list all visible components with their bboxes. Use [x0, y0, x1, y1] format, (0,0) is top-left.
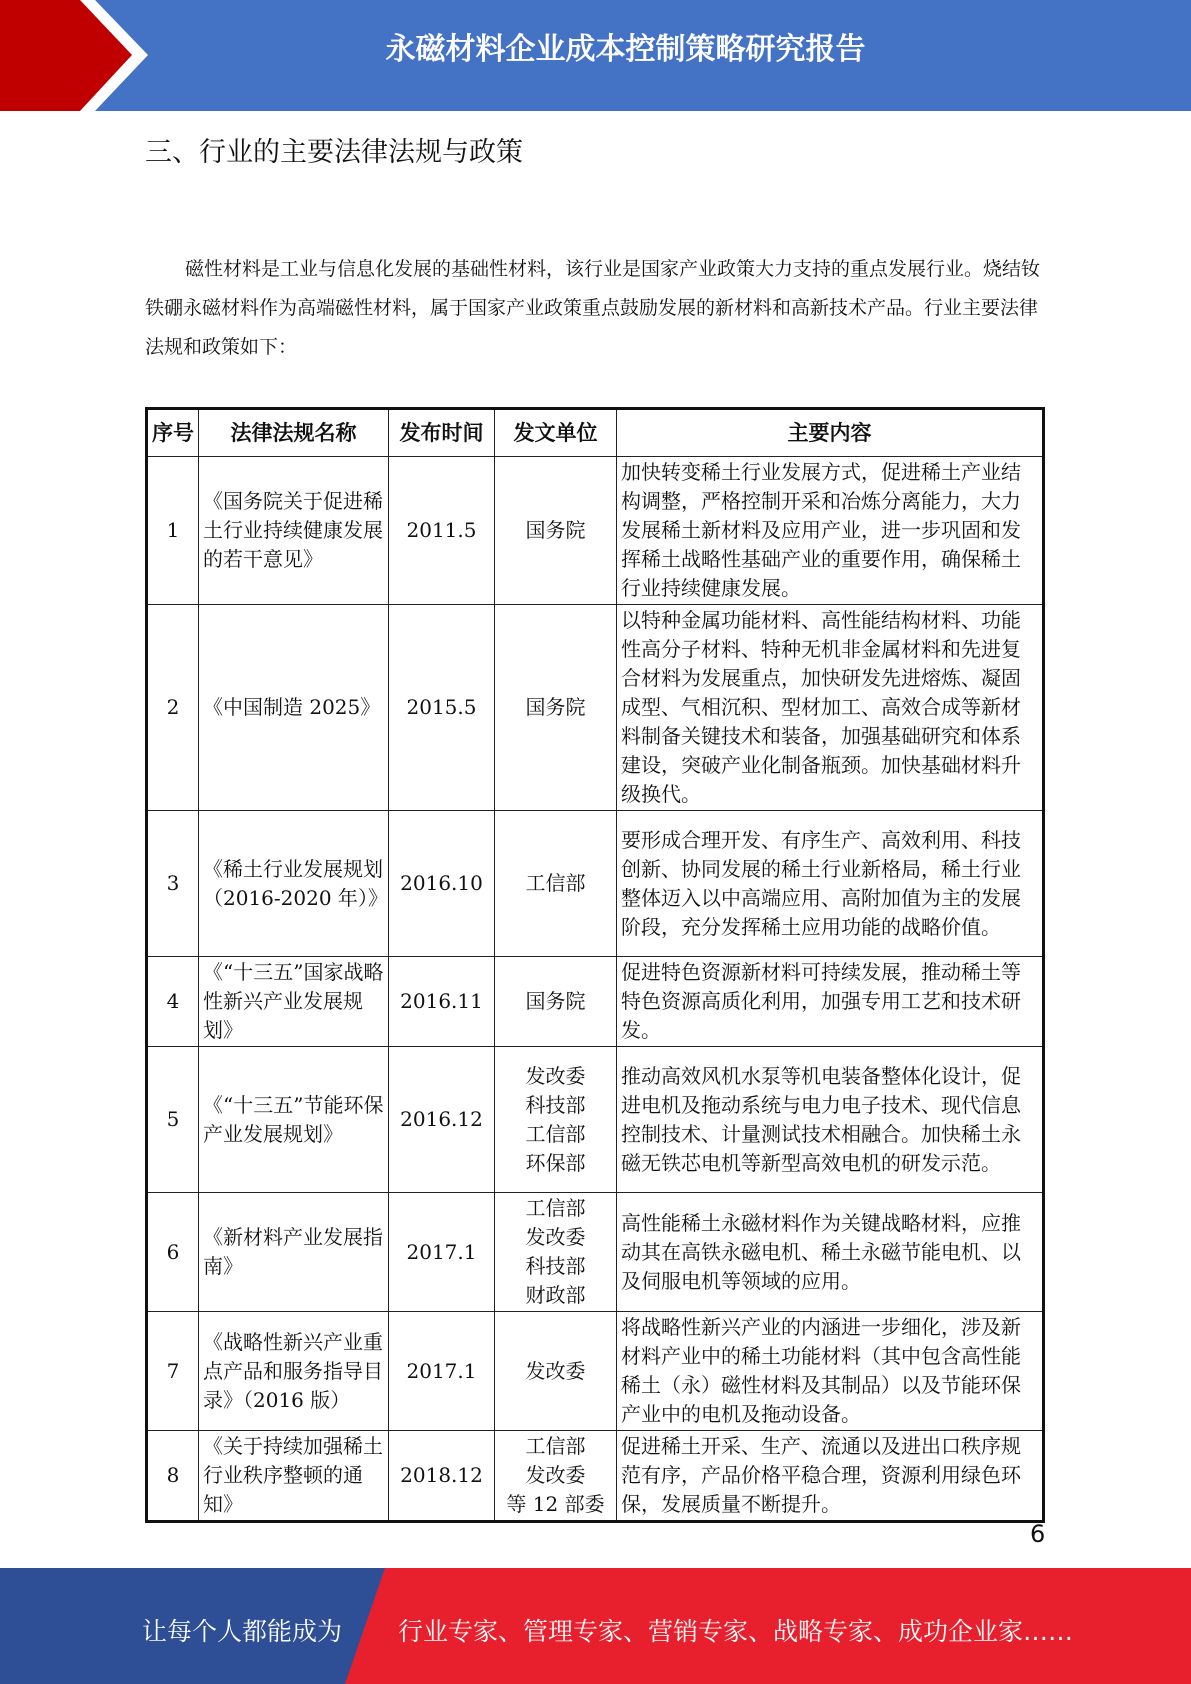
- issuer-line: 工信部: [525, 871, 586, 895]
- issuing-authority: [495, 811, 617, 957]
- table-row: [147, 957, 1044, 1047]
- publish-date: 2011.5: [389, 457, 495, 605]
- report-title: 永磁材料企业成本控制策略研究报告: [385, 32, 866, 67]
- regulation-name: 《中国制造 2025》: [199, 605, 389, 811]
- main-content: 促进特色资源新材料可持续发展，推动稀土等特色资源高质化利用，加强专用工艺和技术研发。: [617, 957, 1044, 1047]
- footer-slogan-left: 让每个人都能成为: [142, 1617, 343, 1646]
- regulation-name: 《“十三五”节能环保产业发展规划》: [199, 1047, 389, 1193]
- header-num: 序号: [147, 409, 199, 457]
- publish-date: 2016.12: [389, 1047, 495, 1193]
- table-row: [147, 1312, 1044, 1431]
- publish-date: 2017.1: [389, 1193, 495, 1312]
- row-number: 3: [147, 811, 199, 957]
- table-row: [147, 1193, 1044, 1312]
- publish-date: 2016.11: [389, 957, 495, 1047]
- issuing-authority: [495, 1193, 617, 1312]
- policy-table: [145, 407, 1045, 1523]
- main-content: 加快转变稀土行业发展方式，促进稀土产业结构调整，严格控制开采和冶炼分离能力，大力发展稀土新材料及应用产业，进一步巩固和发挥稀土战略性基础产业的重要作用，确保稀土行业持续健康发展。: [617, 457, 1044, 605]
- issuing-authority: [495, 457, 617, 605]
- section-heading: 三、行业的主要法律法规与政策: [145, 137, 523, 168]
- row-number: 6: [147, 1193, 199, 1312]
- issuer-line: 发改委: [525, 1225, 586, 1249]
- issuer-line: 工信部: [525, 1121, 586, 1146]
- issuer-line: 发改委: [525, 1463, 586, 1487]
- table-row: [147, 605, 1044, 811]
- header-date: 发布时间: [389, 409, 495, 457]
- table-row: [147, 1047, 1044, 1193]
- row-number: 7: [147, 1312, 199, 1431]
- regulation-name: 《新材料产业发展指南》: [199, 1193, 389, 1312]
- issuer-line: 工信部: [525, 1434, 586, 1458]
- page-number: 6: [1030, 1520, 1046, 1548]
- issuing-authority: [495, 1047, 617, 1193]
- table-row: [147, 1431, 1044, 1522]
- regulation-name: 《国务院关于促进稀土行业持续健康发展的若干意见》: [199, 457, 389, 605]
- header-name: 法律法规名称: [199, 409, 389, 457]
- issuer-line: 工信部: [525, 1196, 586, 1220]
- header-bar: [0, 0, 1191, 111]
- footer-slogan-right: 行业专家、管理专家、营销专家、战略专家、成功企业家……: [398, 1617, 1074, 1646]
- publish-date: 2017.1: [389, 1312, 495, 1431]
- row-number: 5: [147, 1047, 199, 1193]
- publish-date: 2016.10: [389, 811, 495, 957]
- row-number: 1: [147, 457, 199, 605]
- main-content: 将战略性新兴产业的内涵进一步细化，涉及新材料产业中的稀土功能材料（其中包含高性能稀土（永）磁性材料及其制品）以及节能环保产业中的电机及拖动设备。: [617, 1312, 1044, 1431]
- row-number: 2: [147, 605, 199, 811]
- intro-paragraph: 磁性材料是工业与信息化发展的基础性材料，该行业是国家产业政策大力支持的重点发展行业。烧结钕铁硼永磁材料作为高端磁性材料，属于国家产业政策重点鼓励发展的新材料和高新技术产品。行业主要法律法规和政策如下：: [145, 258, 1041, 358]
- issuer-line: 环保部: [525, 1150, 586, 1175]
- main-content: 促进稀土开采、生产、流通以及进出口秩序规范有序，产品价格平稳合理，资源利用绿色环保，发展质量不断提升。: [617, 1431, 1044, 1522]
- row-number: 8: [147, 1431, 199, 1522]
- issuing-authority: [495, 957, 617, 1047]
- issuer-line: 科技部: [525, 1092, 586, 1117]
- main-content: 以特种金属功能材料、高性能结构材料、功能性高分子材料、特种无机非金属材料和先进复合材料为发展重点，加快研发先进熔炼、凝固成型、气相沉积、型材加工、高效合成等新材料制备关键技术和装备，加强基础研究和体系建设，突破产业化制备瓶颈。加快基础材料升级换代。: [617, 605, 1044, 811]
- regulation-name: 《战略性新兴产业重点产品和服务指导目录》（2016 版）: [199, 1312, 389, 1431]
- issuing-authority: [495, 605, 617, 811]
- issuer-line: 财政部: [525, 1283, 586, 1307]
- regulation-name: 《“十三五”国家战略性新兴产业发展规划》: [199, 957, 389, 1047]
- issuer-line: 科技部: [525, 1254, 586, 1278]
- issuer-line: 国务院: [525, 695, 586, 719]
- row-number: 4: [147, 957, 199, 1047]
- table-row: [147, 457, 1044, 605]
- table-header-row: [147, 409, 1044, 457]
- publish-date: 2018.12: [389, 1431, 495, 1522]
- issuer-line: 等 12 部委: [506, 1492, 605, 1516]
- issuing-authority: [495, 1312, 617, 1431]
- issuer-line: 发改委: [525, 1358, 586, 1383]
- header-content: 主要内容: [617, 409, 1044, 457]
- main-content: 要形成合理开发、有序生产、高效利用、科技创新、协同发展的稀土行业新格局，稀土行业整体迈入以中高端应用、高附加值为主的发展阶段，充分发挥稀土应用功能的战略价值。: [617, 811, 1044, 957]
- issuer-line: 发改委: [525, 1063, 586, 1088]
- main-content: 推动高效风机水泵等机电装备整体化设计，促进电机及拖动系统与电力电子技术、现代信息控制技术、计量测试技术相融合。加快稀土永磁无铁芯电机等新型高效电机的研发示范。: [617, 1047, 1044, 1193]
- header-issuer: 发文单位: [495, 409, 617, 457]
- issuer-line: 国务院: [525, 989, 586, 1013]
- regulation-name: 《稀土行业发展规划（2016-2020 年）》: [199, 811, 389, 957]
- regulation-name: 《关于持续加强稀土行业秩序整顿的通知》: [199, 1431, 389, 1522]
- table-row: [147, 811, 1044, 957]
- issuing-authority: [495, 1431, 617, 1522]
- publish-date: 2015.5: [389, 605, 495, 811]
- main-content: 高性能稀土永磁材料作为关键战略材料，应推动其在高铁永磁电机、稀土永磁节能电机、以及伺服电机等领域的应用。: [617, 1193, 1044, 1312]
- issuer-line: 国务院: [525, 518, 586, 542]
